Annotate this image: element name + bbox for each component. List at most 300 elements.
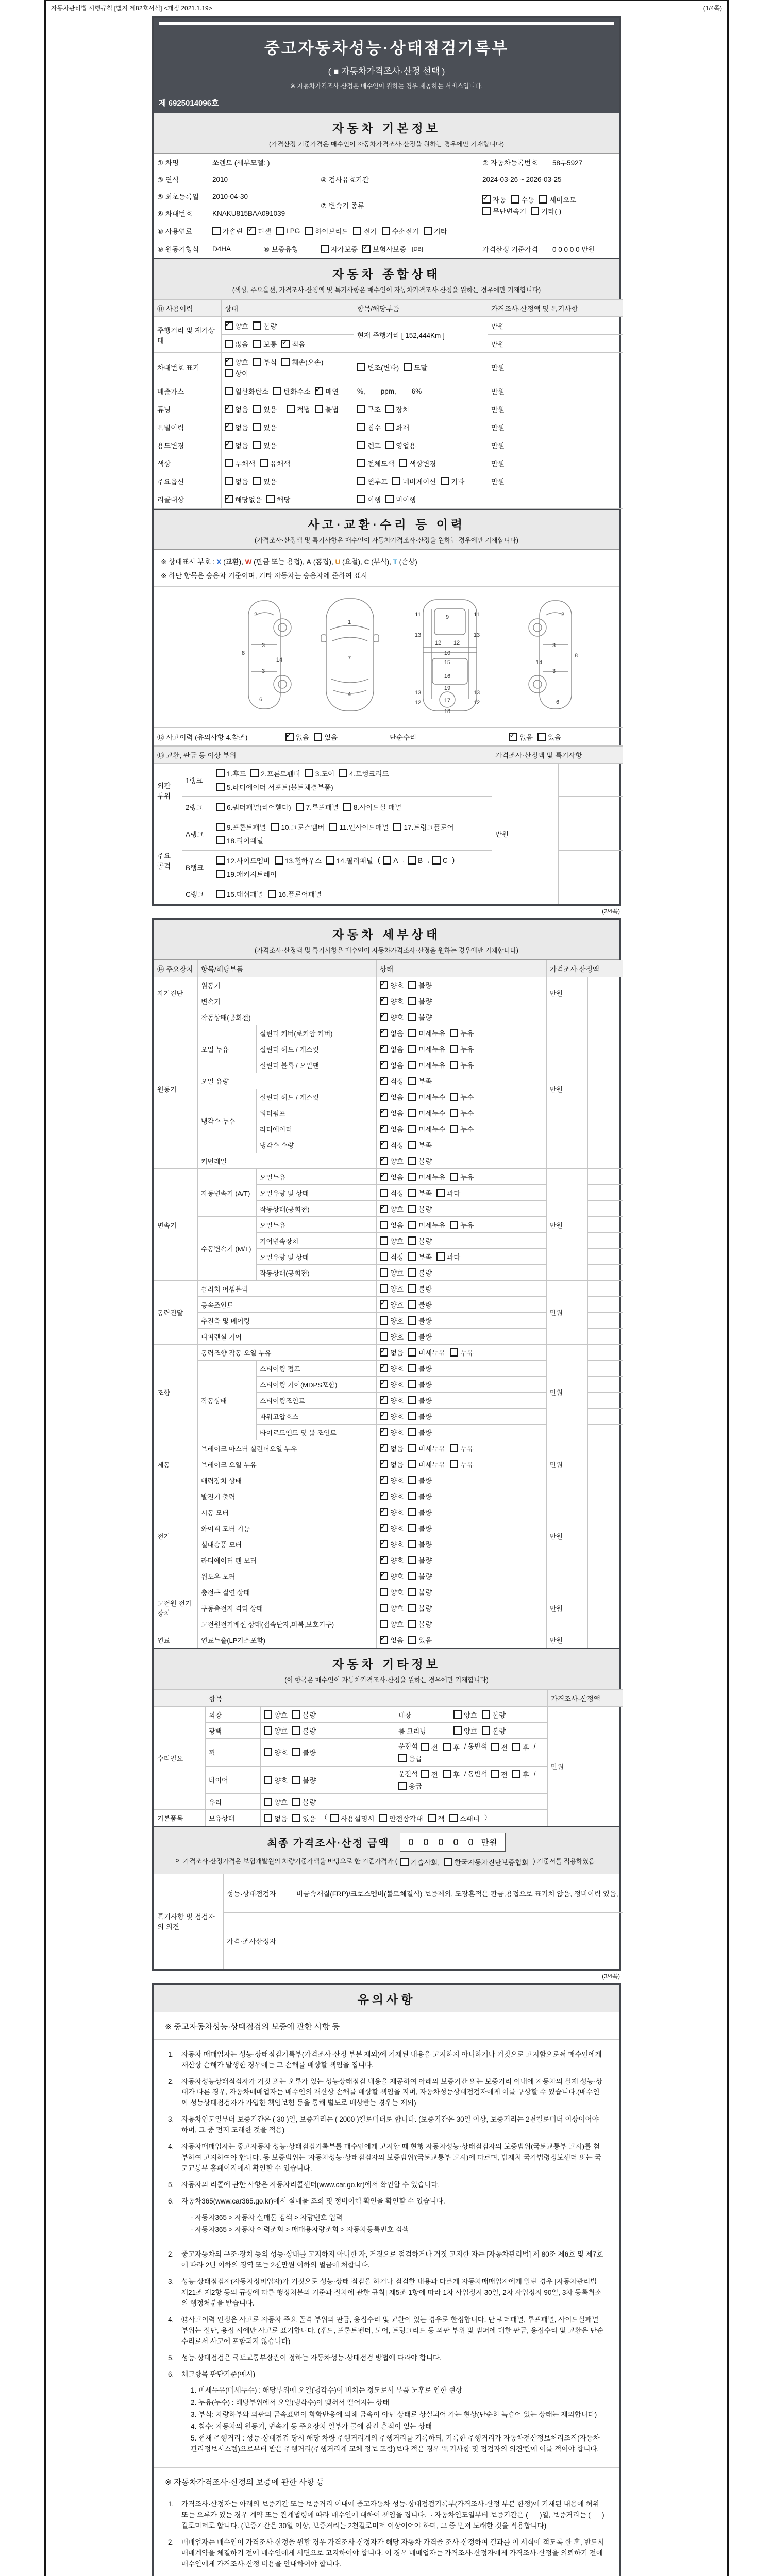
- checkbox-icon[interactable]: [408, 1572, 416, 1580]
- checkbox-option[interactable]: [380, 1188, 404, 1198]
- checkbox-checked-icon[interactable]: [380, 1173, 388, 1181]
- checkbox-icon[interactable]: [408, 1508, 416, 1516]
- checkbox-option[interactable]: [436, 1188, 460, 1198]
- checkbox-option[interactable]: [380, 1028, 404, 1038]
- checkbox-option[interactable]: [292, 1725, 316, 1736]
- checkbox-icon[interactable]: [408, 1396, 416, 1404]
- checkbox-icon[interactable]: [453, 1710, 462, 1719]
- checkbox-option[interactable]: [450, 1459, 474, 1469]
- checkbox-icon[interactable]: [330, 1814, 339, 1822]
- checkbox-option[interactable]: [292, 1797, 316, 1807]
- checkbox-option[interactable]: [408, 1603, 432, 1613]
- checkbox-icon[interactable]: [264, 1798, 272, 1806]
- checkbox-option[interactable]: [380, 1060, 404, 1070]
- checkbox-option[interactable]: [253, 404, 277, 414]
- checkbox-option[interactable]: [408, 1235, 432, 1246]
- checkbox-icon[interactable]: [450, 1221, 458, 1229]
- checkbox-option[interactable]: [399, 458, 436, 468]
- checkbox-checked-icon[interactable]: [380, 1077, 388, 1085]
- checkbox-option[interactable]: [264, 1747, 288, 1757]
- checkbox-icon[interactable]: [441, 477, 449, 485]
- checkbox-icon[interactable]: [408, 1093, 416, 1101]
- checkbox-icon[interactable]: [382, 227, 390, 235]
- checkbox-option[interactable]: [424, 226, 447, 236]
- checkbox-icon[interactable]: [408, 1061, 416, 1069]
- checkbox-icon[interactable]: [408, 1492, 416, 1500]
- checkbox-option[interactable]: [408, 1108, 445, 1118]
- checkbox-checked-icon[interactable]: [380, 1045, 388, 1053]
- checkbox-option[interactable]: [281, 338, 305, 349]
- checkbox-option[interactable]: [380, 1172, 404, 1182]
- checkbox-option[interactable]: [408, 996, 432, 1006]
- checkbox-option[interactable]: [357, 362, 399, 372]
- checkbox-option[interactable]: [329, 822, 389, 832]
- checkbox-option[interactable]: [216, 835, 263, 845]
- checkbox-icon[interactable]: [398, 1754, 407, 1762]
- checkbox-option[interactable]: [380, 1459, 404, 1469]
- checkbox-checked-icon[interactable]: [285, 733, 294, 741]
- checkbox-option[interactable]: [315, 386, 339, 396]
- checkbox-option[interactable]: [225, 494, 262, 504]
- checkbox-icon[interactable]: [511, 195, 519, 204]
- checkbox-option[interactable]: [408, 1028, 445, 1038]
- checkbox-option[interactable]: [380, 980, 404, 990]
- checkbox-option[interactable]: [450, 1044, 474, 1054]
- checkbox-option[interactable]: [275, 855, 322, 866]
- checkbox-icon[interactable]: [428, 1814, 436, 1822]
- checkbox-checked-icon[interactable]: [380, 1524, 388, 1532]
- checkbox-icon[interactable]: [408, 856, 416, 865]
- checkbox-option[interactable]: [408, 1363, 432, 1374]
- checkbox-option[interactable]: [357, 494, 381, 504]
- checkbox-icon[interactable]: [253, 358, 261, 366]
- checkbox-option[interactable]: [276, 227, 300, 235]
- checkbox-checked-icon[interactable]: [482, 195, 491, 204]
- checkbox-icon[interactable]: [408, 1380, 416, 1388]
- checkbox-checked-icon[interactable]: [380, 1141, 388, 1149]
- checkbox-option[interactable]: [253, 320, 277, 331]
- checkbox-checked-icon[interactable]: [380, 1093, 388, 1101]
- checkbox-option[interactable]: [408, 1587, 432, 1597]
- checkbox-icon[interactable]: [287, 405, 295, 413]
- checkbox-option[interactable]: [253, 476, 277, 486]
- checkbox-icon[interactable]: [266, 495, 275, 503]
- checkbox-icon[interactable]: [436, 1252, 445, 1261]
- checkbox-icon[interactable]: [385, 423, 394, 431]
- checkbox-option[interactable]: [408, 1315, 432, 1326]
- checkbox-icon[interactable]: [408, 1029, 416, 1037]
- checkbox-checked-icon[interactable]: [225, 358, 233, 366]
- checkbox-icon[interactable]: [450, 1061, 458, 1069]
- checkbox-option[interactable]: [380, 1140, 404, 1150]
- checkbox-icon[interactable]: [281, 358, 290, 366]
- checkbox-icon[interactable]: [380, 1316, 388, 1325]
- checkbox-option[interactable]: [408, 1060, 445, 1070]
- checkbox-icon[interactable]: [216, 823, 225, 831]
- checkbox-icon[interactable]: [491, 1770, 499, 1778]
- checkbox-checked-icon[interactable]: [380, 1013, 388, 1021]
- checkbox-icon[interactable]: [292, 1798, 300, 1806]
- checkbox-checked-icon[interactable]: [380, 1364, 388, 1372]
- checkbox-icon[interactable]: [408, 1157, 416, 1165]
- checkbox-icon[interactable]: [408, 1189, 416, 1197]
- checkbox-icon[interactable]: [408, 1556, 416, 1564]
- checkbox-icon[interactable]: [296, 803, 304, 811]
- checkbox-icon[interactable]: [408, 1236, 416, 1245]
- checkbox-option[interactable]: [408, 1076, 432, 1086]
- checkbox-icon[interactable]: [225, 369, 233, 377]
- checkbox-icon[interactable]: [408, 1412, 416, 1420]
- checkbox-option[interactable]: [421, 1769, 438, 1780]
- checkbox-option[interactable]: [216, 782, 333, 792]
- checkbox-option[interactable]: [380, 1235, 404, 1246]
- checkbox-checked-icon[interactable]: [225, 321, 233, 330]
- checkbox-option[interactable]: [225, 320, 248, 331]
- checkbox-option[interactable]: [339, 768, 389, 778]
- checkbox-option[interactable]: [380, 1267, 404, 1278]
- checkbox-icon[interactable]: [292, 1726, 300, 1735]
- checkbox-option[interactable]: [379, 1813, 423, 1823]
- checkbox-option[interactable]: [432, 856, 448, 865]
- checkbox-option[interactable]: [250, 768, 300, 778]
- checkbox-option[interactable]: [253, 338, 277, 349]
- checkbox-checked-icon[interactable]: [380, 1444, 388, 1452]
- checkbox-option[interactable]: [450, 1347, 474, 1358]
- checkbox-option[interactable]: [408, 1092, 445, 1102]
- checkbox-option[interactable]: [408, 1555, 432, 1565]
- checkbox-option[interactable]: [225, 386, 268, 396]
- checkbox-icon[interactable]: [380, 1221, 388, 1229]
- checkbox-option[interactable]: [408, 1539, 432, 1549]
- checkbox-checked-icon[interactable]: [380, 1476, 388, 1484]
- checkbox-checked-icon[interactable]: [380, 1125, 388, 1133]
- checkbox-icon[interactable]: [216, 803, 225, 811]
- checkbox-checked-icon[interactable]: [380, 1205, 388, 1213]
- checkbox-icon[interactable]: [380, 1332, 388, 1341]
- checkbox-icon[interactable]: [357, 459, 365, 467]
- checkbox-option[interactable]: [271, 822, 324, 832]
- checkbox-checked-icon[interactable]: [380, 1572, 388, 1580]
- checkbox-option[interactable]: [421, 1742, 438, 1752]
- checkbox-option[interactable]: [380, 1347, 404, 1358]
- checkbox-option[interactable]: [398, 1753, 422, 1764]
- checkbox-option[interactable]: [408, 1475, 432, 1485]
- checkbox-option[interactable]: [408, 1251, 432, 1262]
- checkbox-option[interactable]: [408, 1459, 445, 1469]
- checkbox-icon[interactable]: [443, 1743, 451, 1751]
- checkbox-icon[interactable]: [383, 856, 391, 865]
- checkbox-icon[interactable]: [380, 1604, 388, 1612]
- checkbox-option[interactable]: [450, 1028, 474, 1038]
- checkbox-icon[interactable]: [326, 856, 334, 865]
- checkbox-icon[interactable]: [421, 1770, 429, 1778]
- checkbox-icon[interactable]: [264, 1726, 272, 1735]
- checkbox-checked-icon[interactable]: [380, 1380, 388, 1388]
- checkbox-option[interactable]: [216, 889, 263, 899]
- checkbox-option[interactable]: [450, 1172, 474, 1182]
- checkbox-icon[interactable]: [408, 1205, 416, 1213]
- checkbox-icon[interactable]: [408, 1332, 416, 1341]
- checkbox-option[interactable]: [450, 1124, 474, 1134]
- checkbox-option[interactable]: [292, 1775, 316, 1785]
- checkbox-icon[interactable]: [276, 227, 284, 235]
- checkbox-icon[interactable]: [408, 997, 416, 1005]
- checkbox-option[interactable]: [225, 476, 248, 486]
- checkbox-icon[interactable]: [450, 1173, 458, 1181]
- checkbox-option[interactable]: [482, 194, 506, 205]
- checkbox-icon[interactable]: [408, 1173, 416, 1181]
- checkbox-icon[interactable]: [253, 340, 261, 348]
- checkbox-option[interactable]: [380, 1108, 404, 1118]
- checkbox-option[interactable]: [428, 1813, 445, 1823]
- checkbox-option[interactable]: [408, 1012, 432, 1022]
- checkbox-icon[interactable]: [380, 1189, 388, 1197]
- checkbox-option[interactable]: [450, 1219, 474, 1230]
- checkbox-option[interactable]: [225, 357, 248, 367]
- checkbox-option[interactable]: [380, 1012, 404, 1022]
- checkbox-option[interactable]: [287, 404, 310, 414]
- checkbox-option[interactable]: [441, 476, 464, 486]
- checkbox-option[interactable]: [482, 1725, 506, 1736]
- checkbox-icon[interactable]: [225, 387, 233, 395]
- checkbox-option[interactable]: [408, 1507, 432, 1517]
- checkbox-option[interactable]: [380, 1283, 404, 1294]
- checkbox-icon[interactable]: [450, 1348, 458, 1357]
- checkbox-option[interactable]: [253, 422, 277, 432]
- checkbox-option[interactable]: [380, 1315, 404, 1326]
- checkbox-option[interactable]: [247, 226, 271, 236]
- checkbox-icon[interactable]: [408, 1604, 416, 1612]
- checkbox-icon[interactable]: [450, 1460, 458, 1468]
- checkbox-icon[interactable]: [450, 1045, 458, 1053]
- checkbox-option[interactable]: [509, 732, 533, 742]
- checkbox-option[interactable]: [225, 368, 248, 378]
- checkbox-option[interactable]: [380, 1571, 404, 1581]
- checkbox-icon[interactable]: [380, 1268, 388, 1277]
- checkbox-option[interactable]: [380, 1331, 404, 1342]
- checkbox-icon[interactable]: [512, 1743, 520, 1751]
- checkbox-icon[interactable]: [453, 1726, 462, 1735]
- checkbox-option[interactable]: [408, 1571, 432, 1581]
- checkbox-checked-icon[interactable]: [380, 1029, 388, 1037]
- checkbox-option[interactable]: [380, 1076, 404, 1086]
- checkbox-icon[interactable]: [273, 387, 281, 395]
- checkbox-icon[interactable]: [380, 1252, 388, 1261]
- checkbox-option[interactable]: [380, 1363, 404, 1374]
- checkbox-option[interactable]: [225, 440, 248, 450]
- checkbox-icon[interactable]: [408, 1125, 416, 1133]
- checkbox-icon[interactable]: [408, 1109, 416, 1117]
- checkbox-icon[interactable]: [449, 1814, 458, 1822]
- checkbox-icon[interactable]: [343, 803, 351, 811]
- checkbox-option[interactable]: [408, 1156, 432, 1166]
- checkbox-icon[interactable]: [408, 1141, 416, 1149]
- checkbox-option[interactable]: [491, 1769, 508, 1780]
- checkbox-icon[interactable]: [450, 1125, 458, 1133]
- checkbox-icon[interactable]: [491, 1743, 499, 1751]
- checkbox-icon[interactable]: [398, 1782, 407, 1790]
- checkbox-option[interactable]: [539, 194, 576, 205]
- checkbox-icon[interactable]: [264, 1814, 272, 1822]
- checkbox-option[interactable]: [408, 1411, 432, 1421]
- checkbox-icon[interactable]: [512, 1770, 520, 1778]
- checkbox-option[interactable]: [292, 1709, 316, 1720]
- checkbox-icon[interactable]: [216, 783, 225, 791]
- checkbox-option[interactable]: [512, 1769, 529, 1780]
- checkbox-icon[interactable]: [225, 477, 233, 485]
- checkbox-icon[interactable]: [253, 477, 261, 485]
- checkbox-option[interactable]: [380, 1603, 404, 1613]
- checkbox-option[interactable]: [380, 1539, 404, 1549]
- checkbox-icon[interactable]: [292, 1776, 300, 1784]
- checkbox-option[interactable]: [383, 856, 398, 865]
- checkbox-option[interactable]: [380, 1427, 404, 1437]
- checkbox-icon[interactable]: [380, 1284, 388, 1293]
- checkbox-option[interactable]: [321, 244, 358, 254]
- checkbox-checked-icon[interactable]: [380, 1061, 388, 1069]
- checkbox-option[interactable]: [380, 1251, 404, 1262]
- checkbox-option[interactable]: [314, 732, 338, 742]
- checkbox-option[interactable]: [380, 1443, 404, 1453]
- checkbox-option[interactable]: [357, 404, 381, 414]
- checkbox-option[interactable]: [212, 226, 243, 236]
- checkbox-option[interactable]: [357, 476, 388, 486]
- checkbox-option[interactable]: [225, 338, 248, 349]
- checkbox-checked-icon[interactable]: [380, 1412, 388, 1420]
- checkbox-option[interactable]: [264, 1797, 288, 1807]
- checkbox-icon[interactable]: [424, 227, 432, 235]
- checkbox-icon[interactable]: [380, 1588, 388, 1596]
- checkbox-option[interactable]: [225, 458, 255, 468]
- checkbox-option[interactable]: [253, 440, 277, 450]
- checkbox-option[interactable]: [380, 1635, 404, 1645]
- checkbox-icon[interactable]: [357, 441, 365, 449]
- checkbox-option[interactable]: [380, 1411, 404, 1421]
- checkbox-icon[interactable]: [212, 227, 221, 235]
- checkbox-option[interactable]: [268, 889, 322, 899]
- checkbox-option[interactable]: [385, 440, 416, 450]
- checkbox-icon[interactable]: [408, 1221, 416, 1229]
- checkbox-option[interactable]: [380, 1491, 404, 1501]
- checkbox-option[interactable]: [408, 1331, 432, 1342]
- checkbox-option[interactable]: [382, 226, 419, 236]
- checkbox-option[interactable]: [296, 802, 339, 812]
- checkbox-option[interactable]: [385, 404, 409, 414]
- checkbox-icon[interactable]: [292, 1814, 300, 1822]
- checkbox-option[interactable]: [436, 1251, 460, 1262]
- checkbox-icon[interactable]: [408, 1444, 416, 1452]
- checkbox-option[interactable]: [408, 1267, 432, 1278]
- checkbox-icon[interactable]: [436, 1189, 445, 1197]
- checkbox-icon[interactable]: [539, 195, 547, 204]
- checkbox-option[interactable]: [450, 1060, 474, 1070]
- checkbox-icon[interactable]: [537, 733, 546, 741]
- checkbox-option[interactable]: [281, 357, 323, 367]
- checkbox-icon[interactable]: [339, 769, 347, 777]
- checkbox-icon[interactable]: [408, 1476, 416, 1484]
- checkbox-icon[interactable]: [408, 1636, 416, 1644]
- checkbox-icon[interactable]: [357, 405, 365, 413]
- checkbox-icon[interactable]: [216, 870, 225, 878]
- checkbox-option[interactable]: [393, 822, 453, 832]
- checkbox-icon[interactable]: [408, 1316, 416, 1325]
- checkbox-option[interactable]: [511, 194, 534, 205]
- checkbox-icon[interactable]: [353, 227, 361, 235]
- checkbox-option[interactable]: [264, 1709, 288, 1720]
- checkbox-icon[interactable]: [408, 1364, 416, 1372]
- checkbox-option[interactable]: [380, 1379, 404, 1389]
- checkbox-option[interactable]: [380, 1523, 404, 1533]
- checkbox-option[interactable]: [380, 1475, 404, 1485]
- checkbox-option[interactable]: [380, 996, 404, 1006]
- checkbox-checked-icon[interactable]: [281, 340, 290, 348]
- checkbox-icon[interactable]: [408, 1524, 416, 1532]
- checkbox-icon[interactable]: [408, 1284, 416, 1293]
- checkbox-option[interactable]: [273, 386, 310, 396]
- checkbox-option[interactable]: [305, 768, 334, 778]
- checkbox-checked-icon[interactable]: [380, 1396, 388, 1404]
- checkbox-icon[interactable]: [408, 1588, 416, 1596]
- checkbox-option[interactable]: [357, 440, 381, 450]
- checkbox-icon[interactable]: [253, 405, 261, 413]
- checkbox-checked-icon[interactable]: [380, 1508, 388, 1516]
- checkbox-checked-icon[interactable]: [380, 1540, 388, 1548]
- checkbox-icon[interactable]: [444, 1858, 452, 1866]
- checkbox-option[interactable]: [400, 1857, 440, 1867]
- checkbox-option[interactable]: [482, 1709, 506, 1720]
- checkbox-option[interactable]: [408, 1299, 432, 1310]
- checkbox-checked-icon[interactable]: [380, 981, 388, 989]
- checkbox-icon[interactable]: [408, 1045, 416, 1053]
- checkbox-icon[interactable]: [216, 769, 225, 777]
- checkbox-icon[interactable]: [253, 441, 261, 449]
- checkbox-option[interactable]: [326, 855, 373, 866]
- checkbox-option[interactable]: [216, 822, 266, 832]
- checkbox-icon[interactable]: [225, 459, 233, 467]
- checkbox-icon[interactable]: [380, 1236, 388, 1245]
- checkbox-option[interactable]: [491, 1742, 508, 1752]
- checkbox-option[interactable]: [408, 1283, 432, 1294]
- checkbox-option[interactable]: [385, 494, 416, 504]
- checkbox-option[interactable]: [330, 1813, 374, 1823]
- checkbox-checked-icon[interactable]: [225, 423, 233, 431]
- checkbox-checked-icon[interactable]: [380, 1109, 388, 1117]
- checkbox-checked-icon[interactable]: [315, 387, 323, 395]
- checkbox-option[interactable]: [362, 244, 406, 254]
- checkbox-option[interactable]: [408, 1204, 432, 1214]
- checkbox-icon[interactable]: [432, 856, 441, 865]
- checkbox-option[interactable]: [253, 357, 277, 367]
- checkbox-icon[interactable]: [408, 1620, 416, 1628]
- checkbox-option[interactable]: [380, 1507, 404, 1517]
- checkbox-icon[interactable]: [380, 1620, 388, 1628]
- checkbox-option[interactable]: [408, 1124, 445, 1134]
- checkbox-icon[interactable]: [271, 823, 279, 831]
- checkbox-option[interactable]: [385, 422, 409, 432]
- checkbox-option[interactable]: [315, 404, 339, 414]
- checkbox-icon[interactable]: [253, 423, 261, 431]
- checkbox-icon[interactable]: [482, 207, 491, 215]
- checkbox-icon[interactable]: [450, 1029, 458, 1037]
- checkbox-checked-icon[interactable]: [380, 1492, 388, 1500]
- checkbox-option[interactable]: [482, 206, 526, 216]
- checkbox-option[interactable]: [216, 869, 277, 879]
- checkbox-option[interactable]: [408, 1044, 445, 1054]
- checkbox-checked-icon[interactable]: [380, 1460, 388, 1468]
- checkbox-icon[interactable]: [216, 890, 225, 898]
- checkbox-icon[interactable]: [250, 769, 259, 777]
- checkbox-icon[interactable]: [314, 733, 322, 741]
